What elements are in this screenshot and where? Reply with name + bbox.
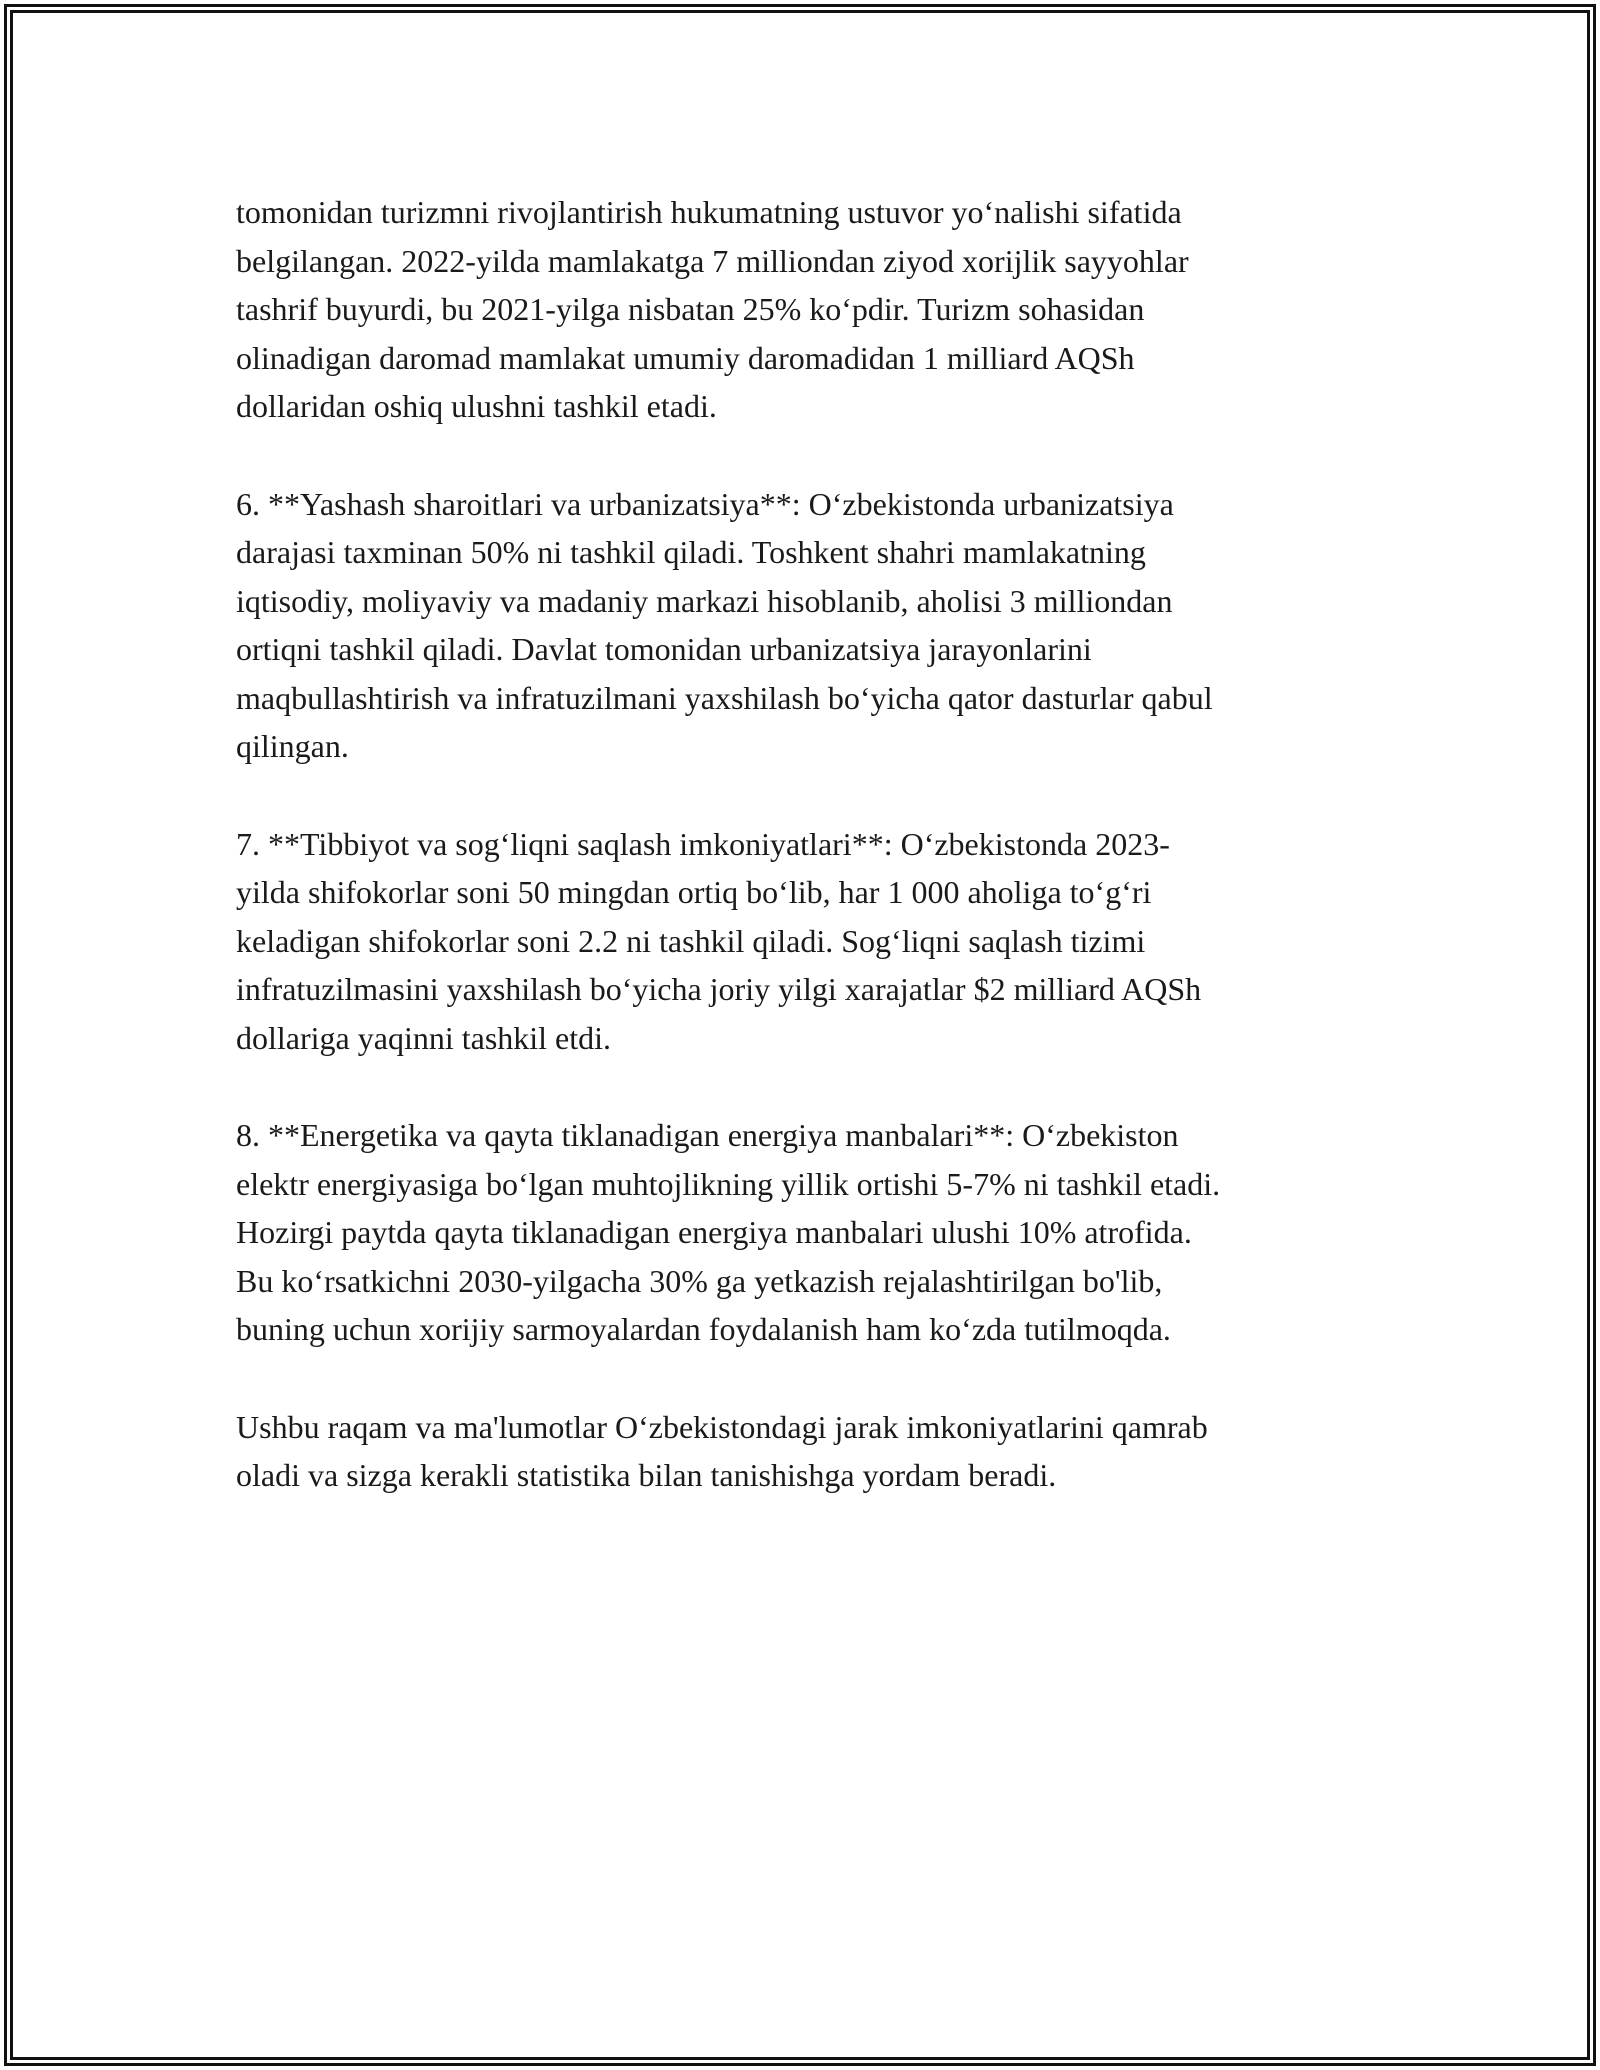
paragraph-energy: 8. **Energetika va qayta tiklanadigan energiya manbalari**: O‘zbekiston elektr energiyasiga bo‘lgan muhtojlikning yillik ortishi 5-7% ni tashkil etadi. Hozirgi paytda qayta tiklanadigan energiya manbalari ulushi 10% atrofida. Bu ko‘rsatkichni 2030-yilgacha 30% ga yetkazish rejalashtirilgan bo'lib, buning uchun xorijiy sarmoyalardan foydalanish ham ko‘zda tutilmoqda. — [236, 1117, 1221, 1347]
paragraph-tourism: tomonidan turizmni rivojlantirish hukumatning ustuvor yo‘nalishi sifatida belgilangan. 2022-yilda mamlakatga 7 milliondan ziyod xorijlik sayyohlar tashrif buyurdi, bu 2021-yilga nisbatan 25% ko‘pdir. Turizm sohasidan olinadigan daromad mamlakat umumiy daromadidan 1 milliard AQSh dollaridan oshiq ulushni tashkil etadi. — [236, 194, 1189, 424]
paragraph-conclusion: Ushbu raqam va ma'lumotlar O‘zbekistondagi jarak imkoniyatlarini qamrab oladi va sizga kerakli statistika bilan tanishishga yordam beradi. — [236, 1408, 1208, 1493]
paragraph-healthcare: 7. **Tibbiyot va sog‘liqni saqlash imkoniyatlari**: O‘zbekistonda 2023- yilda shifokorlar soni 50 mingdan ortiq bo‘lib, har 1 000 aholiga to‘g‘ri keladigan shifokorlar soni 2.2 ni tashkil qiladi. Sog‘liqni saqlash tizimi infratuzilmasini yaxshilash bo‘yicha joriy yilgi xarajatlar $2 milliard AQSh dollariga yaqinni tashkil etdi. — [236, 825, 1202, 1056]
paragraph-urbanization: 6. **Yashash sharoitlari va urbanizatsiya**: O‘zbekistonda urbanizatsiya darajasi taxminan 50% ni tashkil qiladi. Toshkent shahri mamlakatning iqtisodiy, moliyaviy va madaniy markazi hisoblanib, aholisi 3 milliondan ortiqni tashkil qiladi. Davlat tomonidan urbanizatsiya jarayonlarini maqbullashtirish va infratuzilmani yaxshilash bo‘yicha qator dasturlar qabul qilingan. — [236, 485, 1213, 764]
document-body — [236, 188, 1376, 1549]
